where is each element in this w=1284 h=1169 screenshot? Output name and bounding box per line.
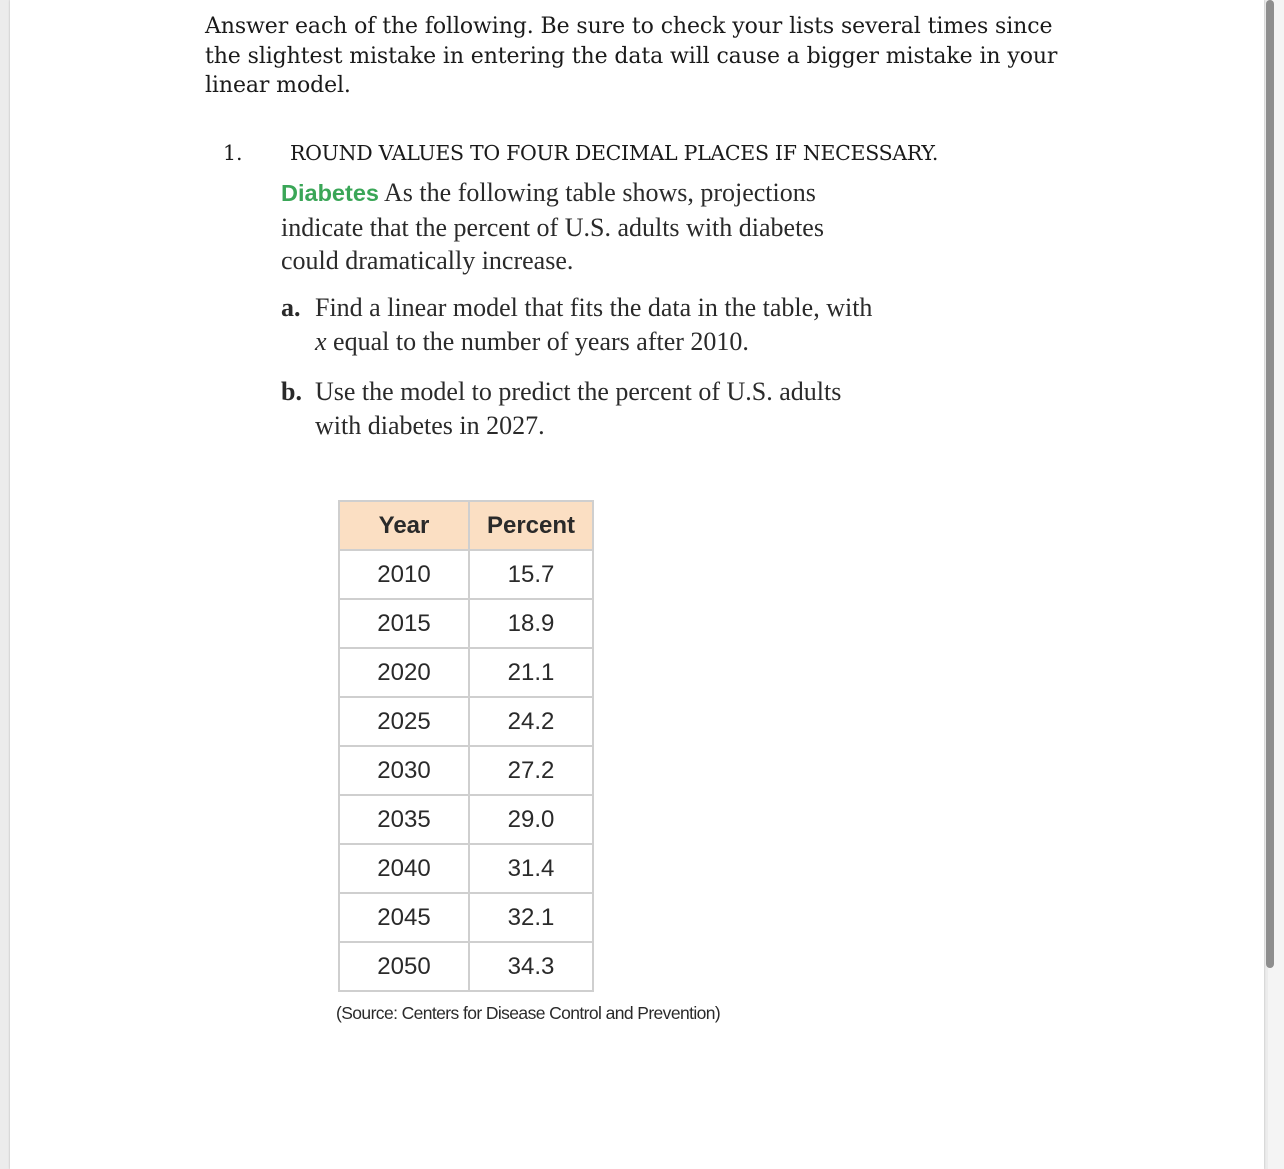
year-cell: 2050 bbox=[339, 942, 469, 991]
year-cell: 2015 bbox=[339, 599, 469, 648]
diabetes-data-table bbox=[338, 500, 594, 992]
problem-text: As the following table shows, projections indicate that the percent of U.S. adults with diabetes could dramatically increase. bbox=[281, 178, 824, 275]
table-row bbox=[339, 697, 593, 746]
year-cell: 2025 bbox=[339, 697, 469, 746]
document-page bbox=[10, 0, 1264, 1169]
rounding-instruction: ROUND VALUES TO FOUR DECIMAL PLACES IF NECESSARY. bbox=[290, 141, 939, 165]
table-row bbox=[339, 746, 593, 795]
percent-cell: 27.2 bbox=[469, 746, 593, 795]
percent-cell: 29.0 bbox=[469, 795, 593, 844]
part-a-text bbox=[315, 291, 881, 358]
percent-cell: 31.4 bbox=[469, 844, 593, 893]
part-a-text-before: Find a linear model that fits the data in the table, with bbox=[315, 293, 873, 322]
header-percent: Percent bbox=[469, 501, 593, 550]
percent-cell: 32.1 bbox=[469, 893, 593, 942]
part-a bbox=[281, 291, 881, 358]
part-b-text: Use the model to predict the percent of U.S. adults with diabetes in 2027. bbox=[315, 377, 842, 440]
problem-statement bbox=[281, 176, 881, 278]
year-cell: 2035 bbox=[339, 795, 469, 844]
year-cell: 2010 bbox=[339, 550, 469, 599]
table-row bbox=[339, 795, 593, 844]
scrollbar-thumb[interactable] bbox=[1266, 0, 1274, 968]
table-row bbox=[339, 648, 593, 697]
percent-cell: 18.9 bbox=[469, 599, 593, 648]
percent-cell: 21.1 bbox=[469, 648, 593, 697]
year-cell: 2045 bbox=[339, 893, 469, 942]
source-caption: (Source: Centers for Disease Control and Prevention) bbox=[336, 1003, 721, 1023]
intro-paragraph: Answer each of the following. Be sure to check your lists several times since the slightest mistake in entering the data will cause a bigger mistake in your linear model. bbox=[205, 14, 1058, 98]
part-a-text-after: equal to the number of years after 2010. bbox=[326, 326, 749, 356]
percent-cell: 24.2 bbox=[469, 697, 593, 746]
percent-cell: 15.7 bbox=[469, 550, 593, 599]
header-year: Year bbox=[339, 501, 469, 550]
table-row bbox=[339, 844, 593, 893]
topic-label: Diabetes bbox=[281, 180, 379, 206]
table-header-row bbox=[339, 501, 593, 550]
year-cell: 2040 bbox=[339, 844, 469, 893]
year-cell: 2020 bbox=[339, 648, 469, 697]
year-cell: 2030 bbox=[339, 746, 469, 795]
table-row bbox=[339, 550, 593, 599]
part-a-letter: a. bbox=[281, 293, 301, 322]
percent-cell: 34.3 bbox=[469, 942, 593, 991]
part-a-variable: x bbox=[315, 326, 327, 356]
part-b-letter: b. bbox=[281, 377, 302, 406]
table-row bbox=[339, 599, 593, 648]
table-row bbox=[339, 942, 593, 991]
part-b bbox=[281, 375, 881, 442]
question-number: 1. bbox=[223, 141, 243, 165]
table-row bbox=[339, 893, 593, 942]
